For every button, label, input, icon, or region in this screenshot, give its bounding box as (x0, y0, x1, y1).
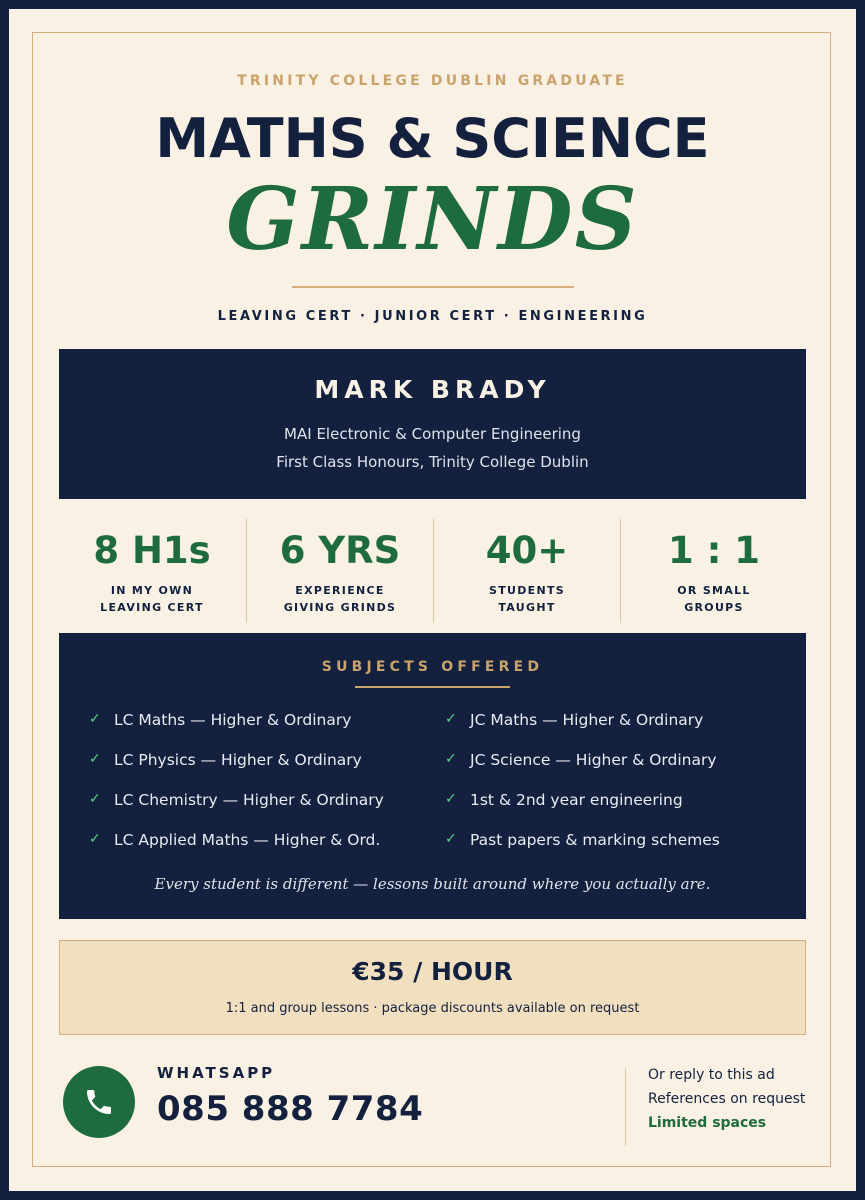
check-icon: ✓ (445, 711, 457, 727)
check-icon: ✓ (445, 831, 457, 847)
subject-text: LC Chemistry — Higher & Ordinary (114, 791, 384, 809)
flyer (9, 9, 856, 1191)
check-icon: ✓ (89, 831, 101, 847)
eyebrow-text: TRINITY COLLEGE DUBLIN GRADUATE (237, 73, 628, 89)
levels-text: LEAVING CERT · JUNIOR CERT · ENGINEERING (217, 309, 648, 324)
phone-number[interactable]: 085 888 7784 (157, 1089, 424, 1129)
title-line-2: GRINDS (226, 169, 639, 270)
stat-label-line: STUDENTS (488, 584, 566, 597)
subjects-heading: SUBJECTS OFFERED (321, 659, 544, 675)
stat-value: 6 YRS (279, 529, 401, 572)
subject-text: LC Applied Maths — Higher & Ord. (114, 831, 381, 849)
stat-label-line: OR SMALL (677, 584, 751, 597)
title-line-1: MATHS & SCIENCE (155, 107, 710, 170)
contact-note-reply: Or reply to this ad (648, 1067, 775, 1083)
check-icon: ✓ (89, 791, 101, 807)
contact-channel: WHATSAPP (157, 1064, 276, 1082)
stat-label-line: LEAVING CERT (100, 601, 204, 614)
contact-note-limited: Limited spaces (648, 1115, 767, 1131)
subject-text: Past papers & marking schemes (470, 831, 720, 849)
tagline: Every student is different — lessons built around where you actually are. (154, 875, 711, 893)
stat-label-line: TAUGHT (498, 601, 556, 614)
stats-row (59, 519, 806, 623)
subjects-panel (59, 633, 806, 919)
stat-value: 40+ (485, 529, 569, 572)
check-icon: ✓ (445, 791, 457, 807)
stat-item (620, 519, 807, 623)
stat-value: 8 H1s (93, 529, 211, 572)
contact-divider (625, 1068, 626, 1146)
stat-label-line: GIVING GRINDS (283, 601, 397, 614)
stat-label (247, 582, 433, 616)
stat-item (59, 519, 245, 623)
tutor-honours: First Class Honours, Trinity College Dublin (276, 453, 589, 471)
subjects-divider (355, 686, 510, 688)
price-rate: €35 / HOUR (352, 957, 513, 986)
subject-text: 1st & 2nd year engineering (470, 791, 683, 809)
subject-text: JC Maths — Higher & Ordinary (470, 711, 704, 729)
check-icon: ✓ (89, 711, 101, 727)
check-icon: ✓ (445, 751, 457, 767)
tutor-degree: MAI Electronic & Computer Engineering (284, 425, 581, 443)
stat-value: 1 : 1 (667, 529, 761, 572)
stat-label (59, 582, 245, 616)
tutor-name: MARK BRADY (314, 375, 551, 404)
title-divider (292, 286, 574, 288)
stat-label (434, 582, 620, 616)
check-icon: ✓ (89, 751, 101, 767)
phone-icon-glyph (83, 1086, 115, 1118)
stat-label-line: IN MY OWN (110, 584, 194, 597)
subject-text: LC Maths — Higher & Ordinary (114, 711, 352, 729)
price-note: 1:1 and group lessons · package discounts available on request (225, 1001, 640, 1016)
subject-text: JC Science — Higher & Ordinary (470, 751, 717, 769)
stat-label-line: GROUPS (684, 601, 744, 614)
tutor-panel (59, 349, 806, 499)
stat-item (433, 519, 620, 623)
pricing-panel (59, 940, 806, 1035)
stat-item (246, 519, 433, 623)
subject-text: LC Physics — Higher & Ordinary (114, 751, 362, 769)
phone-icon (63, 1066, 135, 1138)
stat-label (621, 582, 807, 616)
stat-label-line: EXPERIENCE (295, 584, 385, 597)
contact-note-references: References on request (648, 1091, 806, 1107)
